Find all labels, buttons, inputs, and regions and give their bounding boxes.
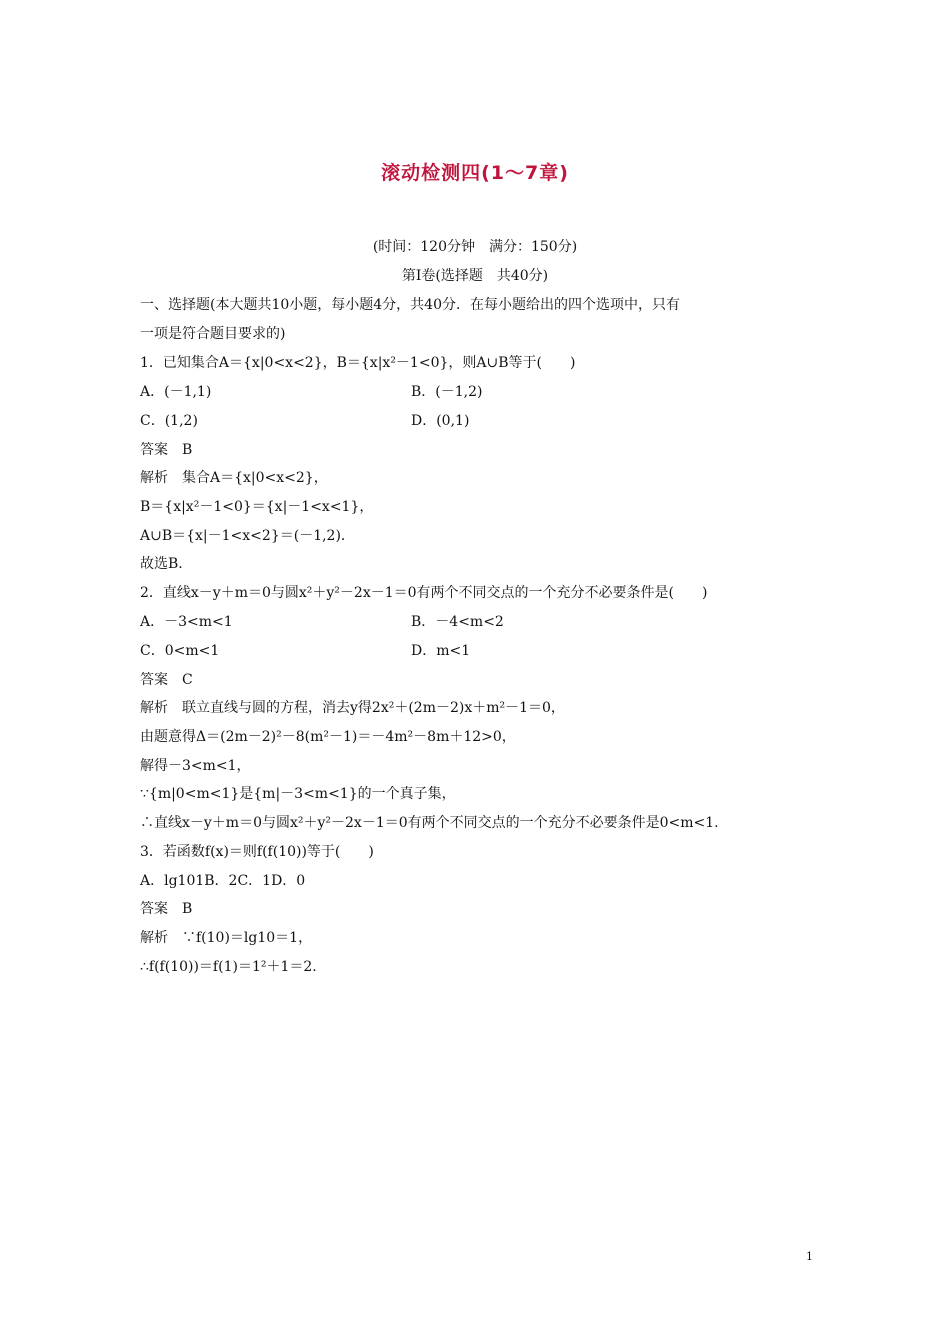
q2-analysis-2: 由题意得Δ＝(2m－2)²－8(m²－1)＝－4m²－8m＋12>0， xyxy=(140,729,516,745)
q2-analysis-1: 解析 联立直线与圆的方程，消去y得2x²＋(2m－2)x＋m²－1＝0， xyxy=(140,700,565,716)
q2-analysis-3: 解得－3<m<1， xyxy=(140,758,251,774)
q1-analysis-3: A∪B＝{x|－1<x<2}＝(－1,2)． xyxy=(140,528,355,544)
q3-options: A．lg101B．2C．1D．0 xyxy=(140,873,306,889)
q2-option-b: B．－4<m<2 xyxy=(411,614,504,630)
q1-analysis-2: B＝{x|x²－1<0}＝{x|－1<x<1}， xyxy=(140,499,374,515)
q1-option-b: B．(－1,2) xyxy=(411,384,483,400)
q2-analysis-5: ∴直线x－y＋m＝0与圆x²＋y²－2x－1＝0有两个不同交点的一个充分不必要条件是0<m<1. xyxy=(140,815,719,831)
q3-answer: 答案 B xyxy=(140,901,193,917)
q2-analysis-4: ∵{m|0<m<1}是{m|－3<m<1}的一个真子集， xyxy=(140,786,456,802)
q1-option-a: A．(－1,1) xyxy=(140,384,212,400)
q2-option-a: A．－3<m<1 xyxy=(140,614,233,630)
q2-option-c: C．0<m<1 xyxy=(140,643,220,659)
q1-analysis-1: 解析 集合A＝{x|0<x<2}， xyxy=(140,470,328,486)
q1-analysis-4: 故选B. xyxy=(140,556,183,572)
q1-option-d: D．(0,1) xyxy=(411,413,470,429)
q3-stem: 3．若函数f(x)＝则f(f(10))等于( ) xyxy=(140,844,374,860)
section-heading: 第Ⅰ卷(选择题 共40分) xyxy=(401,268,549,284)
page-number: 1 xyxy=(806,1250,813,1263)
intro-line-2: 一项是符合题目要求的) xyxy=(140,326,286,342)
page-title: 滚动检测四(1～7章) xyxy=(381,162,569,184)
q3-analysis-1: 解析 ∵f(10)＝lg10＝1， xyxy=(140,930,313,946)
time-info: (时间：120分钟 满分：150分) xyxy=(372,239,578,255)
q1-stem: 1．已知集合A＝{x|0<x<2}，B＝{x|x²－1<0}，则A∪B等于( ) xyxy=(140,355,576,371)
q2-option-d: D．m<1 xyxy=(411,643,471,659)
q3-analysis-2: ∴f(f(10))＝f(1)＝1²＋1＝2. xyxy=(140,959,317,975)
q1-option-c: C．(1,2) xyxy=(140,413,198,429)
q2-answer: 答案 C xyxy=(140,672,193,688)
q2-stem: 2．直线x－y＋m＝0与圆x²＋y²－2x－1＝0有两个不同交点的一个充分不必要条件是( ) xyxy=(140,585,708,601)
intro-line-1: 一、选择题(本大题共10小题，每小题4分，共40分．在每小题给出的四个选项中，只有 xyxy=(140,297,680,313)
q1-answer: 答案 B xyxy=(140,442,193,458)
